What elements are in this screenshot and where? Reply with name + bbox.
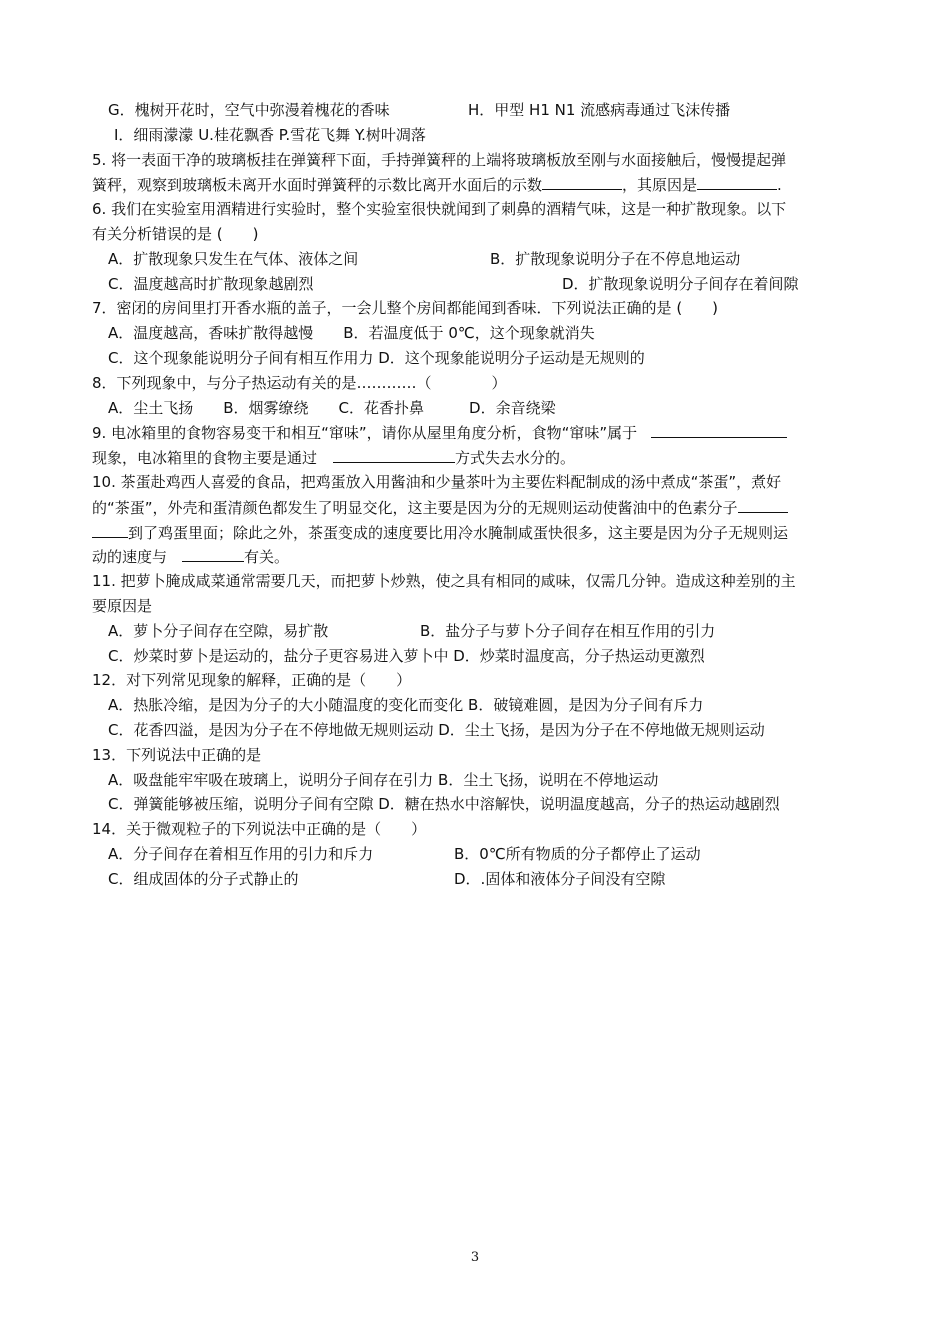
line-text: C．这个现象能说明分子间有相互作用力 D．这个现象能说明分子运动是无规则的 [108,348,645,367]
line-text: 的“茶蛋”，外壳和蛋清颜色都发生了明显交化，这主要是因为分的无规则运动使酱油中的色素分子 [92,498,738,517]
text-line [92,693,862,718]
answer-blank[interactable] [182,544,244,562]
text-line [92,272,862,297]
line-text: 5. 将一表面干净的玻璃板挂在弹簧秤下面，手持弹簧秤的上端将玻璃板放至刚与水面接触后，慢慢提起弹 [92,150,787,169]
option-text: D．.固体和液体分子间没有空隙 [454,869,666,888]
line-text: 12．对下列常见现象的解释，正确的是（ ） [92,671,412,690]
text-line [92,520,862,545]
line-text: 到了鸡蛋里面；除此之外，茶蛋变成的速度要比用冷水腌制咸蛋快很多，这主要是因为分子无规则运 [128,523,789,542]
line-text: 8．下列现象中，与分子热运动有关的是…………（ ） [92,373,507,392]
answer-blank[interactable] [697,172,777,190]
line-text: 13．下列说法中正确的是 [92,745,262,764]
answer-blank[interactable] [92,520,128,538]
answer-blank[interactable] [651,420,787,438]
text-line [92,668,862,693]
text-line [92,172,862,197]
line-text: 7．密闭的房间里打开香水瓶的盖子，一会儿整个房间都能闻到香味．下列说法正确的是 ( ) [92,299,719,318]
text-line [92,470,862,495]
option-text: H．甲型 H1 N1 流感病毒通过飞沫传播 [468,101,731,119]
text-line [92,396,862,421]
page-number: 3 [470,1250,480,1265]
text-line [92,619,862,644]
text-line [92,123,862,148]
line-text: 现象，电冰箱里的食物主要是通过 [92,449,318,468]
line-text: C．温度越高时扩散现象越剧烈 [108,274,314,293]
text-line [92,644,862,669]
line-text: 10. 茶蛋赴鸡西人喜爱的食品，把鸡蛋放入用酱油和少量茶叶为主要佐料配制成的汤中煮成“茶蛋”，煮好 [92,472,782,491]
line-text: C．炒菜时萝卜是运动的，盐分子更容易进入萝卜中 D．炒菜时温度高，分子热运动更激烈 [108,646,705,665]
line-text: 14．关于微观粒子的下列说法中正确的是（ ） [92,820,427,839]
text-line [92,743,862,768]
line-text: 6. 我们在实验室用酒精进行实验时，整个实验室很快就闻到了刺鼻的酒精气味，这是一种扩散现象。以下 [92,200,787,219]
text-line [92,247,862,272]
text-line [92,98,862,123]
text-line [92,842,862,867]
line-text: 有关分析错误的是 ( ) [92,224,259,243]
line-text: A．萝卜分子间存在空隙，易扩散 [108,621,329,640]
text-line [92,718,862,743]
line-text: A．尘土飞扬 B．烟雾缭绕 C．花香扑鼻 D．余音绕梁 [108,398,556,417]
text-line [92,569,862,594]
line-text: 簧秤，观察到玻璃板未离开水面时弹簧秤的示数比离开水面后的示数 [92,176,543,195]
text-line [92,495,862,520]
line-text: 11. 把萝卜腌成咸菜通常需要几天，而把萝卜炒熟，使之具有相同的咸味，仅需几分钟。造成这种差别的主 [92,572,796,591]
text-line [92,420,862,445]
text-line [92,445,862,470]
line-text: 要原因是 [92,596,153,615]
text-line [92,321,862,346]
line-text: 9. 电冰箱里的食物容易变干和相互“窜味”，请你从屋里角度分析，食物“窜味”属于 [92,424,638,443]
line-text: G．槐树开花时，空气中弥漫着槐花的香味 [108,101,390,119]
line-text: . [777,176,782,195]
text-line [92,222,862,247]
text-line [92,817,862,842]
line-text: A．扩散现象只发生在气体、液体之间 [108,249,359,268]
answer-blank[interactable] [333,445,455,463]
text-line [92,867,862,892]
text-line [92,296,862,321]
line-text: 方式失去水分的。 [455,449,576,468]
line-text: 动的速度与 [92,548,183,567]
line-text: A．热胀冷缩，是因为分子的大小随温度的变化而变化 B．破镜难圆，是因为分子间有斥力 [108,696,704,715]
line-text: I．细雨濛濛 U.桂花飘香 P.雪花飞舞 Y.树叶凋落 [114,125,426,144]
text-line [92,768,862,793]
text-line [92,371,862,396]
text-line [92,544,862,569]
line-text: A．吸盘能牢牢吸在玻璃上，说明分子间存在引力 B．尘土飞扬，说明在不停地运动 [108,770,659,789]
line-text: 有关。 [244,548,290,567]
line-text: A．分子间存在着相互作用的引力和斥力 [108,844,374,863]
line-text: A．温度越高，香味扩散得越慢 B．若温度低于 0℃，这个现象就消失 [108,324,595,343]
line-text: C．组成固体的分子式静止的 [108,869,299,888]
option-text: B．盐分子与萝卜分子间存在相互作用的引力 [420,621,716,640]
answer-blank[interactable] [738,495,788,513]
text-line [92,594,862,619]
text-line [92,148,862,173]
line-text: C．弹簧能够被压缩，说明分子间有空隙 D．糖在热水中溶解快，说明温度越高，分子的热运动越剧烈 [108,795,780,814]
option-text: B．扩散现象说明分子在不停息地运动 [490,249,741,268]
option-text: B．0℃所有物质的分子都停止了运动 [454,844,701,863]
text-line [92,197,862,222]
answer-blank[interactable] [542,172,622,190]
text-line [92,792,862,817]
question-page [92,98,862,892]
text-line [92,346,862,371]
line-text: ，其原因是 [622,176,698,195]
line-text: C．花香四溢，是因为分子在不停地做无规则运动 D．尘土飞扬，是因为分子在不停地做无规则运动 [108,720,765,739]
option-text: D．扩散现象说明分子间存在着间隙 [562,274,799,293]
